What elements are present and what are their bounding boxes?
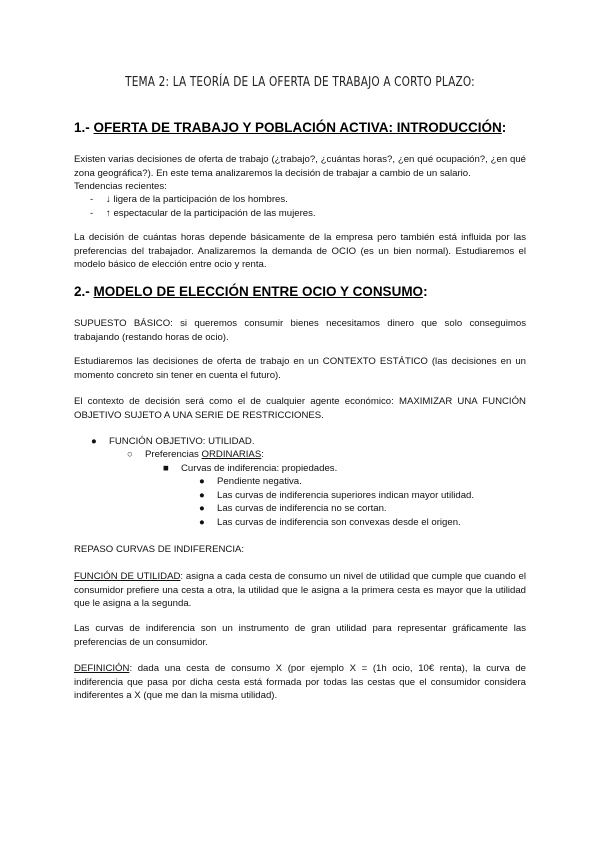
list-item-text: Las curvas de indiferencia son convexas desde el origen. — [217, 517, 461, 528]
bullet-marker: ● — [199, 476, 205, 487]
list-item-level-4 — [199, 475, 302, 489]
bullet-marker: ● — [199, 517, 205, 528]
bullet-marker: ● — [199, 503, 205, 514]
definicion-paragraph — [74, 662, 526, 703]
section1-title: OFERTA DE TRABAJO Y POBLACIÓN ACTIVA: INTRODUCCIÓN — [93, 120, 502, 135]
list-item-level-3 — [163, 462, 338, 476]
dash-marker: - — [90, 194, 94, 205]
section1-trends-label: Tendencias recientes: — [74, 181, 167, 192]
section2-paragraph-2: Estudiaremos las decisiones de oferta de trabajo en un CONTEXTO ESTÁTICO (las decisiones en un momento concreto sin tener en cuenta el futuro). — [74, 356, 526, 381]
list-item-level-4 — [199, 502, 387, 516]
list-item-prefix: Preferencias — [145, 449, 202, 460]
document-title: TEMA 2: LA TEORÍA DE LA OFERTA DE TRABAJO A CORTO PLAZO: — [125, 74, 475, 90]
section1-trends-list — [74, 193, 526, 220]
section1-paragraph-1: Existen varias decisiones de oferta de trabajo (¿trabajo?, ¿cuántas horas?, ¿en qué ocupación?, ¿en qué zona geográfica?). En este tema analizaremos la decisión de trabajar a cambio de un salario. — [74, 154, 526, 179]
trend-text: ↑ espectacular de la participación de las mujeres. — [106, 207, 316, 219]
list-item-suffix: : — [261, 449, 264, 460]
definicion-text: : dada una cesta de consumo X (por ejemplo X = (1h ocio, 10€ renta), la curva de indiferencia que pasa por dicha cesta está formada por todas las cestas que el consumidor considera indiferentes a X (que me dan la misma utilidad). — [74, 663, 526, 702]
definicion-label: DEFINICIÓN — [74, 663, 130, 674]
trend-text: ↓ ligera de la participación de los hombres. — [106, 194, 288, 205]
square-marker: ■ — [163, 463, 169, 474]
bullet-marker: ● — [199, 490, 205, 501]
curvas-paragraph: Las curvas de indiferencia son un instrumento de gran utilidad para representar gráficamente las preferencias de un consumidor. — [74, 623, 526, 648]
funcion-utilidad-text: : asigna a cada cesta de consumo un nivel de utilidad que cumple que cuando el consumidor prefiere una cesta a otra, la utilidad que le asigna a la primera cesta es mayor que la utilidad que le asigna a la segunda. — [74, 571, 526, 610]
bullet-marker: ● — [91, 436, 97, 447]
section1-colon: : — [501, 120, 507, 135]
list-item-text: FUNCIÓN OBJETIVO: UTILIDAD. — [109, 436, 255, 447]
list-item-text: Curvas de indiferencia: propiedades. — [181, 463, 338, 474]
list-item — [74, 193, 526, 207]
section1-heading — [74, 120, 506, 135]
list-item-level-4 — [199, 489, 475, 503]
section2-title: MODELO DE ELECCIÓN ENTRE OCIO Y CONSUMO — [93, 284, 424, 299]
section2-paragraph-1: SUPUESTO BÁSICO: si queremos consumir bienes necesitamos dinero que solo conseguimos trabajando (restando horas de ocio). — [74, 318, 526, 343]
ordinarias-text: ORDINARIAS — [201, 449, 262, 460]
section2-heading — [74, 284, 428, 299]
list-item-text: Pendiente negativa. — [217, 476, 302, 487]
dash-marker: - — [90, 207, 94, 219]
list-item-text: Las curvas de indiferencia no se cortan. — [217, 503, 387, 514]
funcion-utilidad-paragraph — [74, 570, 526, 611]
list-item-level-4 — [199, 516, 461, 530]
section2-number: 2.- — [74, 284, 90, 299]
list-item — [74, 207, 526, 221]
repaso-heading: REPASO CURVAS DE INDIFERENCIA: — [74, 544, 245, 555]
section2-paragraph-3: El contexto de decisión será como el de cualquier agente económico: MAXIMIZAR UNA FUNCIÓN OBJETIVO SUJETO A UNA SERIE DE RESTRICCIONES. — [74, 396, 526, 421]
section1-number: 1.- — [74, 120, 90, 135]
funcion-utilidad-label: FUNCIÓN DE UTILIDAD — [74, 571, 181, 582]
list-item-level-1 — [91, 435, 255, 449]
list-item-text: Las curvas de indiferencia superiores indican mayor utilidad. — [217, 490, 475, 501]
section2-colon: : — [423, 284, 428, 299]
section1-paragraph-2: La decisión de cuántas horas depende básicamente de la empresa pero también está influida por las preferencias del trabajador. Analizaremos la demanda de OCIO (es un bien normal). Estudiaremos el modelo básico de elección entre ocio y renta. — [74, 232, 526, 271]
circle-marker: ○ — [127, 449, 133, 460]
list-item-level-2 — [127, 448, 264, 462]
